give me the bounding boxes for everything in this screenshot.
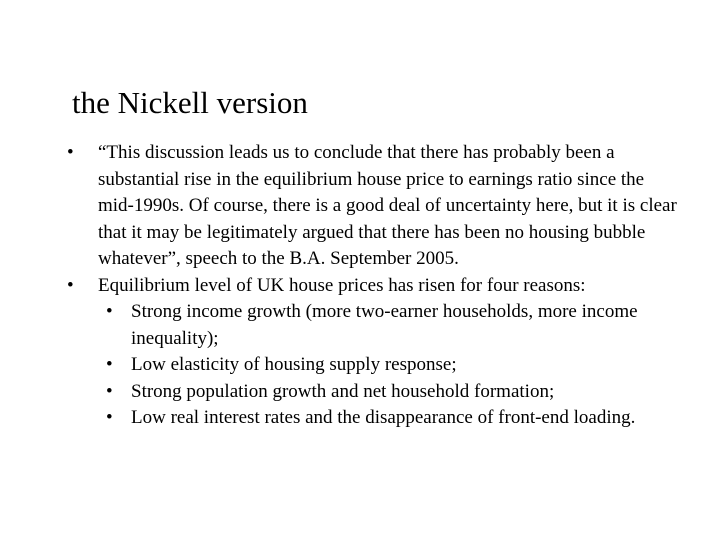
slide-title: the Nickell version bbox=[72, 85, 308, 120]
subbullet-item-income-growth bbox=[62, 299, 682, 352]
bullet-text: “This discussion leads us to conclude that there has probably been a substantial rise in the equilibrium house price to earnings ratio since the mid-1990s. Of course, there is a good deal of uncertainty here, but it is clear that it may be legitimately argued that there has been no housing bubble whatever”, speech to the B.A. September 2005. bbox=[98, 142, 677, 269]
subbullet-text: Low real interest rates and the disappearance of front-end loading. bbox=[131, 407, 636, 428]
bullet-marker: • bbox=[67, 274, 74, 296]
subbullet-item-supply-elasticity bbox=[62, 352, 682, 379]
bullet-item-quote bbox=[62, 140, 682, 273]
bullet-marker: • bbox=[106, 301, 113, 322]
subbullet-item-interest-rates bbox=[62, 405, 682, 432]
subbullet-text: Low elasticity of housing supply response; bbox=[131, 354, 457, 375]
bullet-marker: • bbox=[106, 407, 113, 428]
bullet-item-reasons bbox=[62, 273, 682, 300]
subbullet-text: Strong income growth (more two-earner households, more income inequality); bbox=[131, 301, 638, 349]
subbullet-item-population-growth bbox=[62, 379, 682, 406]
slide-body bbox=[62, 140, 682, 432]
bullet-marker: • bbox=[106, 354, 113, 375]
bullet-marker: • bbox=[67, 142, 74, 163]
bullet-text: Equilibrium level of UK house prices has risen for four reasons: bbox=[98, 274, 586, 296]
bullet-marker: • bbox=[106, 380, 113, 402]
subbullet-text: Strong population growth and net household formation; bbox=[131, 380, 555, 402]
